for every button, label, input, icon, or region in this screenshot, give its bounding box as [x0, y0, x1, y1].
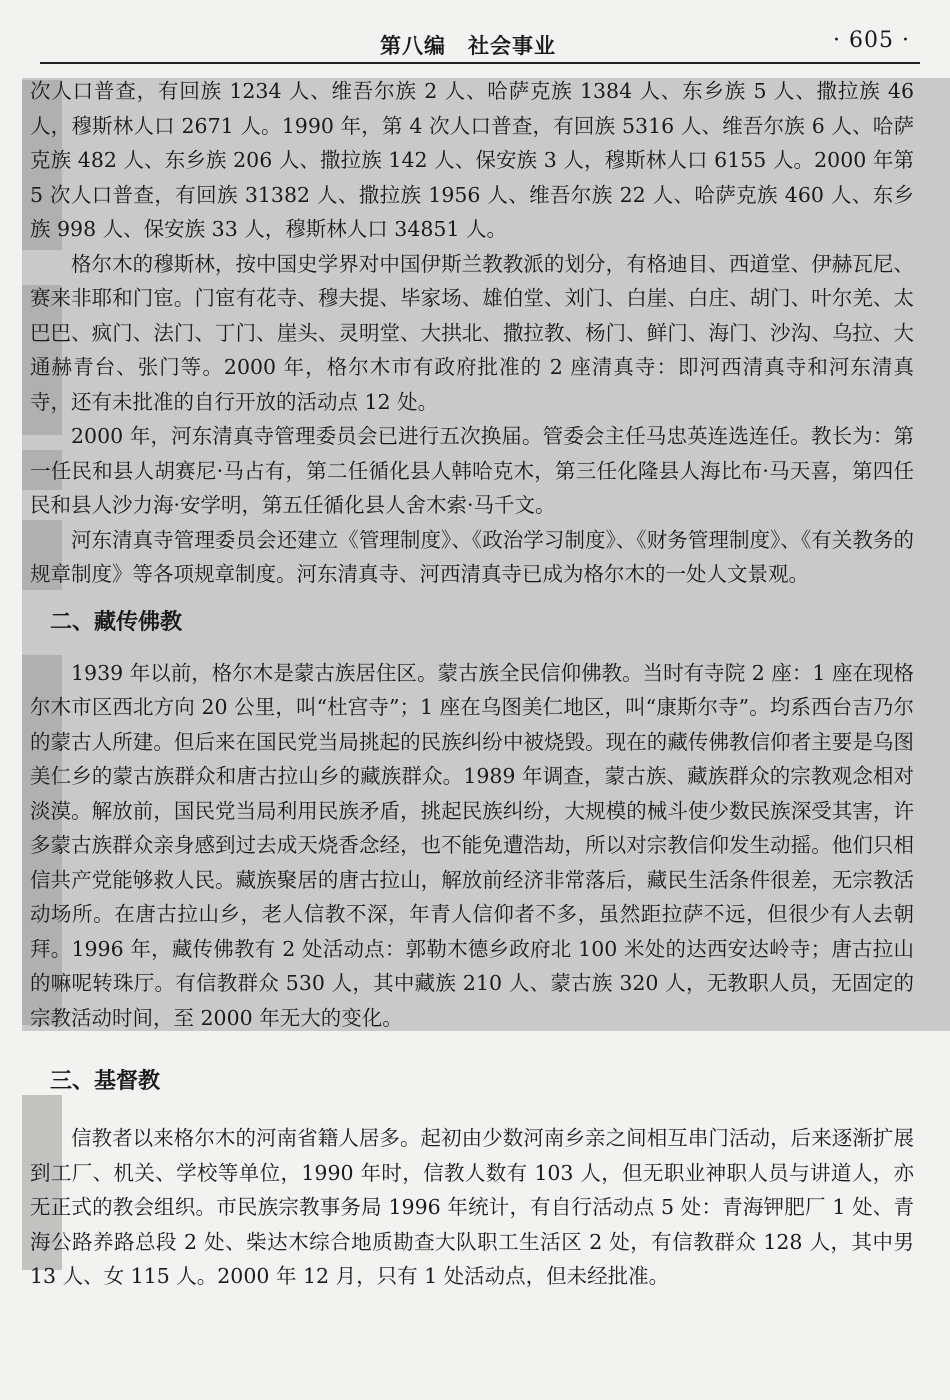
chapter-title: 第八编 社会事业: [380, 34, 556, 58]
section-heading-christianity: 三、基督教: [50, 1069, 161, 1094]
body-paragraph: 格尔木的穆斯林，按中国史学界对中国伊斯兰教教派的划分，有格迪目、西道堂、伊赫瓦尼、赛来非耶和门宦。门宦有花寺、穆夫提、毕家场、雄伯堂、刘门、白崖、白庄、胡门、叶尔羌、太巴巴、疯门、法门、丁门、崖头、灵明堂、大拱北、撒拉教、杨门、鲜门、海门、沙沟、乌拉、大通赫青台、张门等。2000 年，格尔木市有政府批准的 2 座清真寺：即河西清真寺和河东清真寺，还有未批准的自行开放的活动点 12 处。: [30, 251, 914, 414]
body-paragraph: 信教者以来格尔木的河南省籍人居多。起初由少数河南乡亲之间相互串门活动，后来逐渐扩展到工厂、机关、学校等单位，1990 年时，信教人数有 103 人，但无职业神职人员与讲道人，亦无正式的教会组织。市民族宗教事务局 1996 年统计，有自行活动点 5 处：青海钾肥厂 1 处、青海公路养路总段 2 处、柴达木综合地质勘查大队职工生活区 2 处，有信教群众 128 人，其中男 13 人、女 115 人。2000 年 12 月，只有 1 处活动点，但未经批准。: [30, 1126, 914, 1288]
running-header: [40, 22, 920, 64]
body-paragraph: 次人口普查，有回族 1234 人、维吾尔族 2 人、哈萨克族 1384 人、东乡族 5 人、撒拉族 46 人，穆斯林人口 2671 人。1990 年，第 4 次人口普查，有回族 5316 人、维吾尔族 6 人、哈萨克族 482 人、东乡族 206 人、撒拉族 142 人、保安族 3 人，穆斯林人口 6155 人。2000 年第 5 次人口普查，有回族 31382 人、撒拉族 1956 人、维吾尔族 22 人、哈萨克族 460 人、东乡族 998 人、保安族 33 人，穆斯林人口 34851 人。: [30, 79, 914, 241]
section-heading-tibetan-buddhism: 二、藏传佛教: [50, 609, 183, 635]
body-paragraph: 2000 年，河东清真寺管理委员会已进行五次换届。管委会主任马忠英连选连任。教长为：第一任民和县人胡赛尼·马占有，第二任循化县人韩哈克木，第三任化隆县人海比布·马天喜，第四任民和县人沙力海·安学明，第五任循化县人舍木索·马千文。: [30, 424, 914, 517]
page-number: · 605 ·: [833, 28, 910, 53]
body-paragraph: 1939 年以前，格尔木是蒙古族居住区。蒙古族全民信仰佛教。当时有寺院 2 座：1 座在现格尔木市区西北方向 20 公里，叫“杜宫寺”；1 座在乌图美仁地区，叫“康斯尔寺”。均系西台吉乃尔的蒙古人所建。但后来在国民党当局挑起的民族纠纷中被烧毁。现在的藏传佛教信仰者主要是乌图美仁乡的蒙古族群众和唐古拉山乡的藏族群众。1989 年调查，蒙古族、藏族群众的宗教观念相对淡漠。解放前，国民党当局利用民族矛盾，挑起民族纠纷，大规模的械斗使少数民族深受其害，许多蒙古族群众亲身感到过去成天烧香念经，也不能免遭浩劫，所以对宗教信仰发生动摇。他们只相信共产党能够救人民。藏族聚居的唐古拉山，解放前经济非常落后，藏民生活条件很差，无宗教活动场所。在唐古拉山乡，老人信教不深，年青人信仰者不多，虽然距拉萨不远，但很少有人去朝拜。1996 年，藏传佛教有 2 处活动点：郭勒木德乡政府北 100 米处的达西安达岭寺；唐古拉山的嘛呢转珠厅。有信教群众 530 人，其中藏族 210 人、蒙古族 320 人，无教职人员，无固定的宗教活动时间，至 2000 年无大的变化。: [30, 660, 914, 1030]
body-paragraph: 河东清真寺管理委员会还建立《管理制度》、《政治学习制度》、《财务管理制度》、《有关教务的规章制度》等各项规章制度。河东清真寺、河西清真寺已成为格尔木的一处人文景观。: [30, 527, 914, 586]
page-body: [30, 74, 914, 1294]
